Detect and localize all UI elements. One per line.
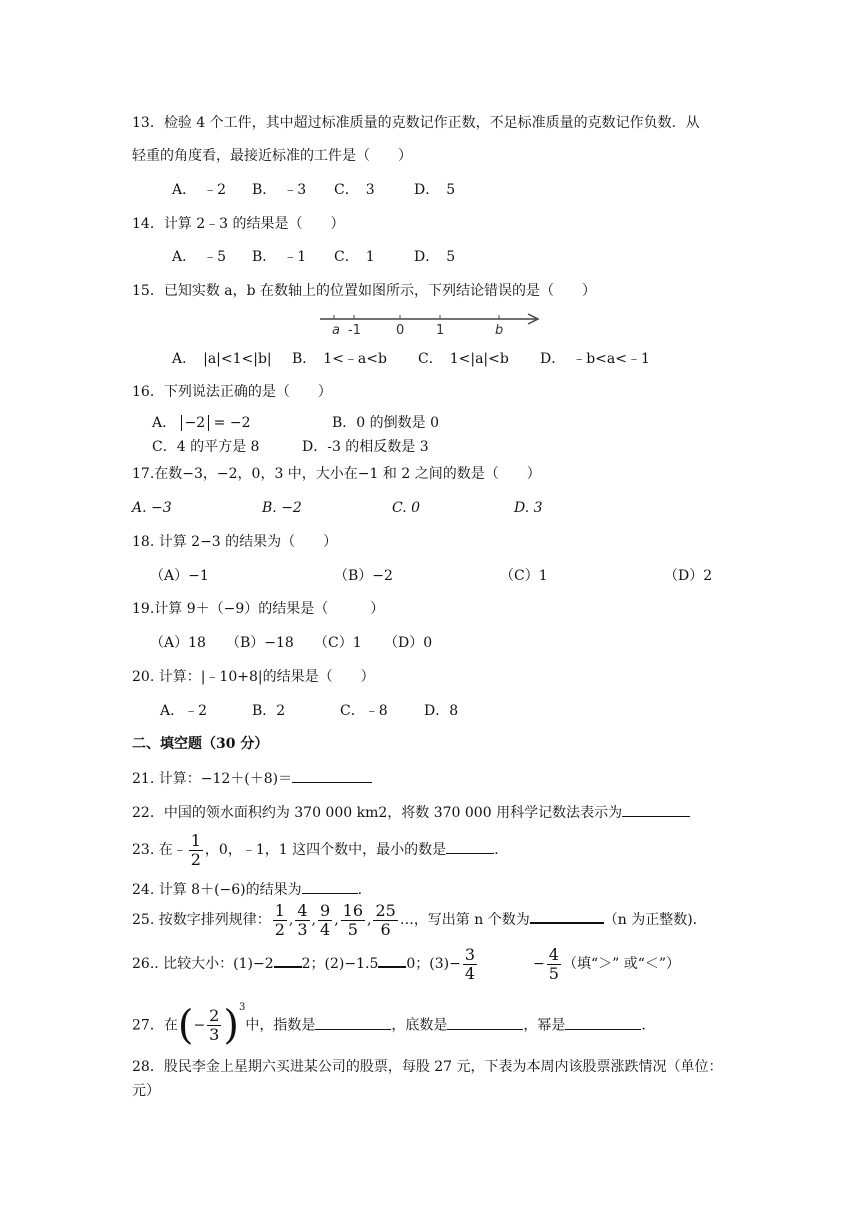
q25: 25. 按数字排列规律： $\frac{1}{2}$ , $\frac{4}{3}$ , $\frac{9}{4}$ , $\frac{16}{5}$ , $\frac{25}{6}$ …，写出第 n 个数为 （n 为正整数). <box>132 900 698 939</box>
q25-fraction-4 <box>341 902 365 939</box>
q18-stem: 18. 计算 2−3 的结果为（ ） <box>132 534 338 550</box>
q15-option-b[interactable]: B． 1<﹣a<b <box>292 351 387 367</box>
q13-option-d[interactable]: D． 5 <box>414 182 456 198</box>
q23-fraction <box>189 832 203 869</box>
q17-stem: 17.在数−3，−2，0，3 中，大小在−1 和 2 之间的数是（ ） <box>132 466 541 482</box>
q16-stem: 16．下列说法正确的是（ ） <box>132 384 332 400</box>
q14-option-b[interactable]: B． ﹣1 <box>252 249 307 265</box>
q16-option-a-abs: −2 <box>181 415 210 431</box>
q27-blank-base[interactable] <box>447 1015 523 1030</box>
q14-option-a[interactable]: A． ﹣5 <box>172 249 227 265</box>
q26-f2-den: 5 <box>548 963 559 983</box>
q18-option-a[interactable]: （A）−1 <box>150 568 209 584</box>
q24-answer-blank[interactable] <box>302 879 358 894</box>
q23-fraction-num: 1 <box>190 830 201 850</box>
q25-f3-num: 9 <box>320 900 331 920</box>
q19-stem: 19.计算 9＋（−9）的结果是（ ） <box>132 601 385 617</box>
q27-right-paren: ) <box>223 1002 239 1049</box>
q25-fraction-3 <box>318 902 332 939</box>
q25-f4-num: 16 <box>342 900 363 920</box>
q25-prefix: 25. 按数字排列规律： <box>132 912 271 928</box>
q27-blank-power[interactable] <box>565 1015 641 1030</box>
q13-line1: 13．检验 4 个工件，其中超过标准质量的克数记作正数，不足标准质量的克数记作负数．从 <box>132 115 700 131</box>
q16-option-b[interactable]: B．0 的倒数是 0 <box>332 415 440 431</box>
q24 <box>132 879 860 900</box>
q16-option-a-prefix: A． <box>152 415 177 431</box>
q13-option-a[interactable]: A． ﹣2 <box>172 182 227 198</box>
q25-answer-blank[interactable] <box>530 908 604 924</box>
q16-option-a-rhs: = −2 <box>213 415 251 431</box>
q22-answer-blank[interactable] <box>622 802 690 817</box>
q18-option-b[interactable]: （B）−2 <box>334 568 393 584</box>
q19-option-b[interactable]: （B）−18 <box>226 635 294 651</box>
q25-f2-den: 3 <box>297 919 308 939</box>
q27-left-paren: ( <box>177 1002 194 1049</box>
q27-fraction-den: 3 <box>209 1025 220 1045</box>
q27-t3: ，幂是 <box>523 1017 566 1034</box>
q15-option-d[interactable]: D． ﹣b<a<﹣1 <box>540 351 650 367</box>
q26-f1-den: 4 <box>464 963 476 983</box>
q23-end: . <box>494 842 499 858</box>
q23-prefix: 23. 在﹣ <box>132 842 187 858</box>
q25-f1-den: 2 <box>274 919 285 939</box>
q26-fraction-1 <box>463 946 477 983</box>
label-b: b <box>495 323 504 338</box>
q21-text: 21. 计算：−12＋(＋8)＝ <box>132 771 293 787</box>
q27 <box>132 994 860 1054</box>
q27-fraction <box>207 1007 221 1044</box>
q25-f5-num: 25 <box>375 900 396 920</box>
q23-suffix: ，0，﹣1，1 这四个数中，最小的数是 <box>204 842 447 858</box>
q24-text: 24. 计算 8＋(−6)的结果为 <box>132 882 302 898</box>
q25-fraction-1 <box>273 902 287 939</box>
label-one: 1 <box>436 323 445 338</box>
section-2-heading: 二、填空题（30 分） <box>132 736 269 752</box>
q19-option-a[interactable]: （A）18 <box>150 635 206 651</box>
q27-exponent: 3 <box>238 1002 246 1013</box>
q17-option-d[interactable]: D. 3 <box>514 500 543 516</box>
q25-fraction-2 <box>295 902 309 939</box>
q14-option-c[interactable]: C． 1 <box>334 249 375 265</box>
label-zero: 0 <box>396 323 405 338</box>
q27-prefix: 27．在 <box>132 1017 178 1034</box>
q23-answer-blank[interactable] <box>446 839 494 854</box>
q13-option-c[interactable]: C． 3 <box>334 182 375 198</box>
q22-text: 22．中国的领水面积约为 370 000 km2，将数 370 000 用科学记数法表示为 <box>132 805 623 821</box>
q24-end: . <box>357 882 363 898</box>
q13-option-b[interactable]: B． ﹣3 <box>252 182 307 198</box>
q25-middle: …，写出第 n 个数为 <box>399 912 530 928</box>
q27-fraction-num: 2 <box>209 1006 220 1026</box>
q19-option-d[interactable]: （D）0 <box>384 635 433 651</box>
q15-option-c[interactable]: C． 1<|a|<b <box>418 351 509 367</box>
q26-blank-2[interactable] <box>378 952 406 968</box>
q28-line2: 元） <box>132 1083 160 1099</box>
q26-part2: 2；(2)−1.5 <box>301 956 379 972</box>
q26-f2-num: 4 <box>548 944 559 964</box>
number-line-figure <box>318 308 546 338</box>
q15-stem: 15．已知实数 a，b 在数轴上的位置如图所示，下列结论错误的是（ ） <box>132 283 597 299</box>
q23-fraction-den: 2 <box>190 849 201 869</box>
q22 <box>132 802 860 823</box>
label-a: a <box>332 323 340 338</box>
q27-blank-exponent[interactable] <box>315 1015 391 1030</box>
q17-option-c[interactable]: C. 0 <box>392 500 421 516</box>
q14-stem: 14．计算 2﹣3 的结果是（ ） <box>132 216 345 232</box>
q19-option-c[interactable]: （C）1 <box>314 635 362 651</box>
q17-option-b[interactable]: B. −2 <box>262 500 302 516</box>
q20-option-b[interactable]: B．2 <box>252 703 286 719</box>
q20-option-d[interactable]: D．8 <box>424 703 459 719</box>
q21-answer-blank[interactable] <box>292 768 372 783</box>
q16-option-d[interactable]: D．-3 的相反数是 3 <box>302 439 429 455</box>
q25-f1-num: 1 <box>274 900 285 920</box>
q27-t1: 中，指数是 <box>245 1017 316 1034</box>
q23 <box>132 830 860 870</box>
q27-end: . <box>641 1017 646 1034</box>
q18-option-c[interactable]: （C）1 <box>500 568 548 584</box>
q26-minus: − <box>533 956 545 972</box>
q20-option-c[interactable]: C．﹣8 <box>340 703 388 719</box>
q21 <box>132 768 860 789</box>
q28-line1: 28．股民李金上星期六买进某公司的股票，每股 27 元，下表为本周内该股票涨跌情况（单位： <box>132 1059 723 1075</box>
q26-end: （填“＞” 或“＜”） <box>562 956 681 972</box>
q14-option-d[interactable]: D． 5 <box>414 249 456 265</box>
q17-option-a[interactable]: A. −3 <box>132 500 172 516</box>
q26-part1: 26.. 比较大小：(1)−2 <box>132 956 274 972</box>
q25-fraction-5 <box>373 902 397 939</box>
q27-t2: ，底数是 <box>391 1017 448 1034</box>
q18-option-d[interactable]: （D）2 <box>664 568 713 584</box>
q25-end: （n 为正整数). <box>603 912 698 928</box>
q16-option-c[interactable]: C．4 的平方是 8 <box>152 439 260 455</box>
q27-inner-minus: − <box>193 1017 206 1034</box>
q25-f3-den: 4 <box>320 919 331 939</box>
q15-option-a[interactable]: A． |a|<1<|b| <box>172 351 272 367</box>
q26 <box>132 944 860 984</box>
q25-f2-num: 4 <box>297 900 308 920</box>
q25-f5-den: 6 <box>380 919 391 939</box>
q20-option-a[interactable]: A．﹣2 <box>160 703 208 719</box>
q13-line2: 轻重的角度看，最接近标准的工件是（ ） <box>132 148 412 164</box>
label-minus-one: -1 <box>348 323 361 338</box>
q26-fraction-2 <box>547 946 561 983</box>
q26-f1-num: 3 <box>464 944 476 964</box>
q20-stem: 20. 计算：|﹣10+8|的结果是（ ） <box>132 669 375 685</box>
q26-part3: 0；(3)− <box>406 956 461 972</box>
q16-option-a[interactable] <box>152 413 251 433</box>
q25-f4-den: 5 <box>347 919 358 939</box>
q26-blank-1[interactable] <box>274 952 302 968</box>
